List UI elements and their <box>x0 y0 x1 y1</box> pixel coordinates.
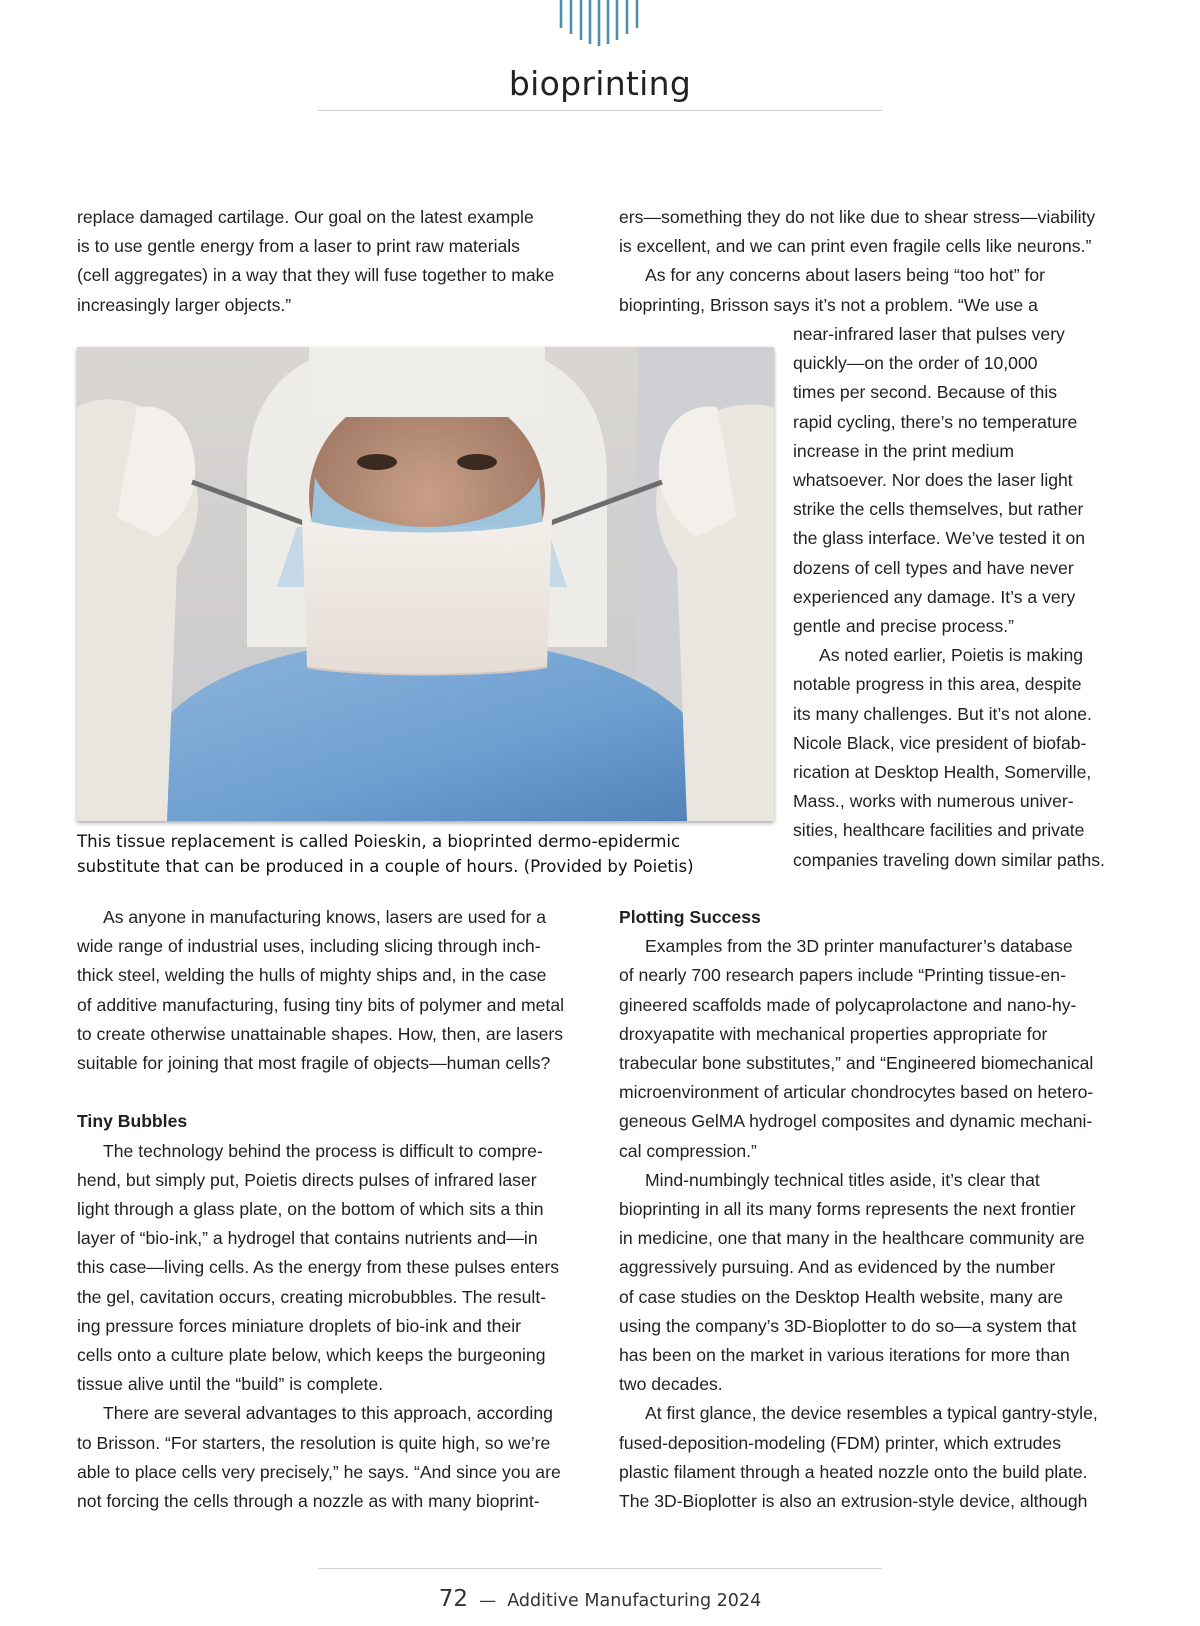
column-bottom-right <box>619 903 1139 1516</box>
paragraph-line: gineered scaffolds made of polycaprolactone and nano-hy- <box>619 994 1077 1015</box>
paragraph-line: this case—living cells. As the energy from these pulses enters <box>77 1257 560 1278</box>
paragraph-line: in medicine, one that many in the healthcare community are <box>619 1228 1085 1249</box>
column-bottom-left <box>77 903 597 1516</box>
paragraph-line: not forcing the cells through a nozzle as with many bioprint- <box>77 1491 540 1512</box>
section-title: bioprinting <box>508 64 692 103</box>
paragraph-line: its many challenges. But it’s not alone. <box>793 703 1092 724</box>
paragraph-line: ing pressure forces miniature droplets of bio-ink and their <box>77 1315 521 1336</box>
blank-line <box>77 1078 597 1107</box>
paragraph-line: two decades. <box>619 1374 723 1395</box>
paragraph-line: trabecular bone substitutes,” and “Engineered biomechanical <box>619 1053 1094 1074</box>
paragraph-line: of nearly 700 research papers include “Printing tissue-en- <box>619 965 1066 986</box>
paragraph-line: companies traveling down similar paths. <box>793 849 1105 870</box>
paragraph-line: thick steel, welding the hulls of mighty ships and, in the case <box>77 965 547 986</box>
paragraph-line: The 3D-Bioplotter is also an extrusion-style device, although <box>619 1491 1088 1512</box>
paragraph-line: cal compression.” <box>619 1140 757 1161</box>
paragraph-line: geneous GelMA hydrogel composites and dynamic mechani- <box>619 1111 1093 1132</box>
paragraph-line: dozens of cell types and have never <box>793 557 1074 578</box>
paragraph-line: hend, but simply put, Poietis directs pulses of infrared laser <box>77 1169 537 1190</box>
paragraph-line: light through a glass plate, on the bottom of which sits a thin <box>77 1199 544 1220</box>
header-rule <box>318 110 882 111</box>
paragraph-line: the glass interface. We’ve tested it on <box>793 528 1086 549</box>
paragraph-line: able to place cells very precisely,” he says. “And since you are <box>77 1461 561 1482</box>
paragraph-line: ers—something they do not like due to shear stress—viability <box>619 207 1096 227</box>
paragraph-line: gentle and precise process.” <box>793 616 1015 637</box>
paragraph-line: As for any concerns about lasers being “too hot” for <box>645 265 1045 286</box>
paragraph-line: rapid cycling, there’s no temperature <box>793 411 1078 432</box>
paragraph-line: times per second. Because of this <box>793 382 1058 403</box>
paragraph-line: (cell aggregates) in a way that they will fuse together to make <box>77 265 555 286</box>
paragraph-line: is excellent, and we can print even fragile cells like neurons.” <box>619 236 1092 257</box>
paragraph-line: Mass., works with numerous univer- <box>793 791 1074 812</box>
paragraph-line: wide range of industrial uses, including slicing through inch- <box>77 936 541 957</box>
paragraph-line: to create otherwise unattainable shapes. How, then, are lasers <box>77 1023 564 1044</box>
paragraph-line: As noted earlier, Poietis is making <box>819 645 1084 666</box>
paragraph-line: droxyapatite with mechanical properties appropriate for <box>619 1023 1048 1044</box>
paragraph-line: strike the cells themselves, but rather <box>793 499 1084 520</box>
photo-caption: This tissue replacement is called Poieskin, a bioprinted dermo-epidermic substitute that can be produced in a couple of hours. (Provided by Poietis) <box>77 832 694 876</box>
paragraph-line: Nicole Black, vice president of biofab- <box>793 732 1087 753</box>
paragraph-line: notable progress in this area, despite <box>793 674 1082 695</box>
paragraph-line: of additive manufacturing, fusing tiny bits of polymer and metal <box>77 994 565 1015</box>
paragraph-line: rication at Desktop Health, Somerville, <box>793 762 1092 783</box>
paragraph-line: suitable for joining that most fragile of objects—human cells? <box>77 1053 551 1074</box>
paragraph-line: sities, healthcare facilities and private <box>793 820 1085 841</box>
page-footer <box>318 1586 882 1612</box>
column-right-narrow <box>793 320 1133 875</box>
paragraph-line: to Brisson. “For starters, the resolution is quite high, so we’re <box>77 1432 551 1453</box>
paragraph-line: increasingly larger objects.” <box>77 294 292 315</box>
paragraph-line: The technology behind the process is difficult to compre- <box>103 1140 543 1161</box>
paragraph-line: of case studies on the Desktop Health website, many are <box>619 1286 1063 1307</box>
paragraph-line: layer of “bio-ink,” a hydrogel that contains nutrients and—in <box>77 1228 538 1249</box>
paragraph-line: Mind-numbingly technical titles aside, it’s clear that <box>645 1169 1040 1190</box>
paragraph-line: whatsoever. Nor does the laser light <box>793 470 1073 491</box>
footer-rule <box>318 1568 882 1569</box>
paragraph-line: microenvironment of articular chondrocytes based on hetero- <box>619 1082 1094 1103</box>
paragraph-line: experienced any damage. It’s a very <box>793 586 1076 607</box>
paragraph-line: As anyone in manufacturing knows, lasers are used for a <box>103 907 547 927</box>
paragraph-line: replace damaged cartilage. Our goal on the latest example <box>77 207 534 227</box>
publication-name: Additive Manufacturing 2024 <box>507 1591 762 1611</box>
paragraph-line: is to use gentle energy from a laser to print raw materials <box>77 236 520 257</box>
paragraph-line: bioprinting in all its many forms represents the next frontier <box>619 1199 1076 1220</box>
paragraph-line: near-infrared laser that pulses very <box>793 324 1065 344</box>
column-top-right <box>619 203 1129 320</box>
paragraph-line: plastic filament through a heated nozzle onto the build plate. <box>619 1461 1088 1482</box>
paragraph-line: the gel, cavitation occurs, creating microbubbles. The result- <box>77 1286 547 1307</box>
paragraph-line: At first glance, the device resembles a typical gantry-style, <box>645 1403 1098 1424</box>
paragraph-line: cells onto a culture plate below, which keeps the burgeoning <box>77 1345 546 1366</box>
paragraph-line: fused-deposition-modeling (FDM) printer, which extrudes <box>619 1432 1061 1453</box>
subhead-plotting-success: Plotting Success <box>619 907 761 927</box>
paragraph-line: Examples from the 3D printer manufacturer’s database <box>645 936 1073 957</box>
paragraph-line: aggressively pursuing. And as evidenced by the number <box>619 1257 1056 1278</box>
paragraph-line: increase in the print medium <box>793 440 1015 461</box>
page-number: 72 <box>438 1586 469 1612</box>
footer-separator: — <box>479 1591 497 1611</box>
column-top-left <box>77 203 597 320</box>
header-decoration <box>559 0 641 46</box>
paragraph-line: There are several advantages to this approach, according <box>103 1403 553 1424</box>
tissue-photo <box>77 347 774 821</box>
subhead-tiny-bubbles: Tiny Bubbles <box>77 1111 188 1132</box>
paragraph-line: has been on the market in various iterations for more than <box>619 1345 1070 1366</box>
paragraph-line: using the company’s 3D-Bioplotter to do so—a system that <box>619 1315 1077 1336</box>
paragraph-line: tissue alive until the “build” is complete. <box>77 1374 384 1395</box>
paragraph-line: quickly—on the order of 10,000 <box>793 353 1038 374</box>
paragraph-line: bioprinting, Brisson says it’s not a problem. “We use a <box>619 294 1038 315</box>
